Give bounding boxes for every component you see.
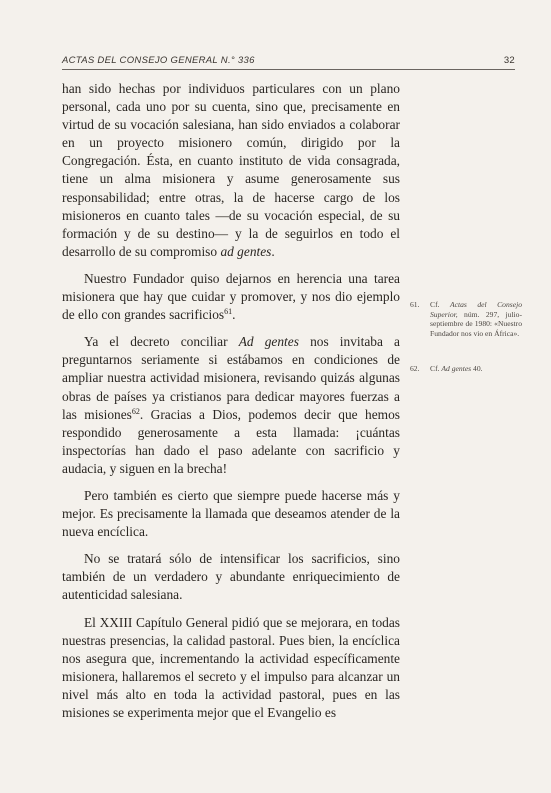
footnote-62-text	[430, 364, 522, 374]
footnote-61-italic: Actas del Consejo Superior,	[430, 300, 522, 319]
page-number: 32	[503, 55, 515, 66]
footnote-61	[410, 300, 522, 338]
paragraph-2-end: .	[232, 307, 236, 323]
footnote-61-rest: núm. 297, julio-septiembre de 1980: «Nuestro Fundador nos vio en África».	[430, 309, 522, 338]
paragraph-4-text: Pero también es cierto que siempre puede hacerse más y mejor. Es precisamente la llamada que deseamos atender de la nueva encíclica.	[62, 487, 400, 540]
paragraph-1-text: han sido hechas por individuos particulares con un plano personal, cada uno por su cuenta, sino que, precisamente en virtud de su vocación salesiana, han sido enviados a colaborar en un proyecto misionero común, dirigido por la Congregación. Ésta, en cuanto instituto de vida consagrada, tiene un alma misionera y asume generosamente sus responsabilidad; entre otras, la de hacerse cargo de los misioneros en cuanto tales —de su vocación especial, de su formación y de su destino— y la de seguirlos en todo el desarrollo de su compromiso	[62, 81, 400, 259]
running-header	[62, 55, 515, 66]
paragraph-1	[62, 80, 400, 261]
paragraph-6-text: El XXIII Capítulo General pidió que se mejorara, en todas nuestras presencias, la calidad pastoral. Pues bien, la encíclica nos asegura que, incrementando la actividad específicamente misionera, hallaremos el secreto y el impulso para alcanzar un nivel más alto en toda la actividad pastoral, pues en las misiones se experimenta mejor que el Evangelio es	[62, 614, 400, 720]
paragraph-6	[62, 614, 400, 723]
header-rule	[62, 69, 515, 70]
footnote-ref-62: 62	[131, 406, 140, 416]
main-text	[62, 80, 400, 722]
footnote-61-text	[430, 300, 522, 338]
paragraph-3-text-a: Ya el decreto conciliar	[84, 334, 228, 350]
paragraph-1-end: .	[271, 243, 275, 259]
footnote-61-number: 61.	[410, 300, 420, 309]
footnote-62-rest: 40.	[473, 364, 483, 373]
footnote-62-italic: Ad gentes	[441, 364, 472, 373]
header-title: ACTAS DEL CONSEJO GENERAL N.° 336	[62, 55, 255, 66]
paragraph-3-text-c: . Gracias a Dios, podemos decir que hemos respondido generosamente a esta llamada: ¡cuántas inspectorías han dado el paso adelante con sacrificio y audacia, y siguen en la brecha!	[62, 406, 400, 476]
paragraph-3-italic: Ad gentes	[238, 334, 299, 350]
paragraph-4	[62, 487, 400, 541]
footnote-61-pre: Cf.	[430, 300, 440, 309]
paragraph-5-text: No se tratará sólo de intensificar los sacrificios, sino también de un verdadero y abundante enriquecimiento de autenticidad salesiana.	[62, 551, 400, 603]
paragraph-2	[62, 270, 400, 324]
paragraph-3	[62, 333, 400, 478]
footnote-ref-61: 61	[224, 307, 233, 317]
paragraph-1-italic: ad gentes	[220, 243, 272, 259]
footnote-62	[410, 364, 522, 374]
paragraph-2-text: Nuestro Fundador quiso dejarnos en herencia una tarea misionera que hay que cuidar y promover, y nos dio ejemplo de ello con grandes sacrificios	[62, 270, 400, 323]
footnote-62-pre: Cf.	[430, 364, 440, 373]
paragraph-3-text-b: nos invitaba a preguntarnos seriamente si estábamos en condiciones de ampliar nuestra actividad misionera, revisando quizás algunas obras de países ya cristianos para dedicar mayores fuerzas a las misiones	[62, 334, 400, 422]
paragraph-5	[62, 550, 400, 604]
footnote-62-number: 62.	[410, 364, 420, 373]
